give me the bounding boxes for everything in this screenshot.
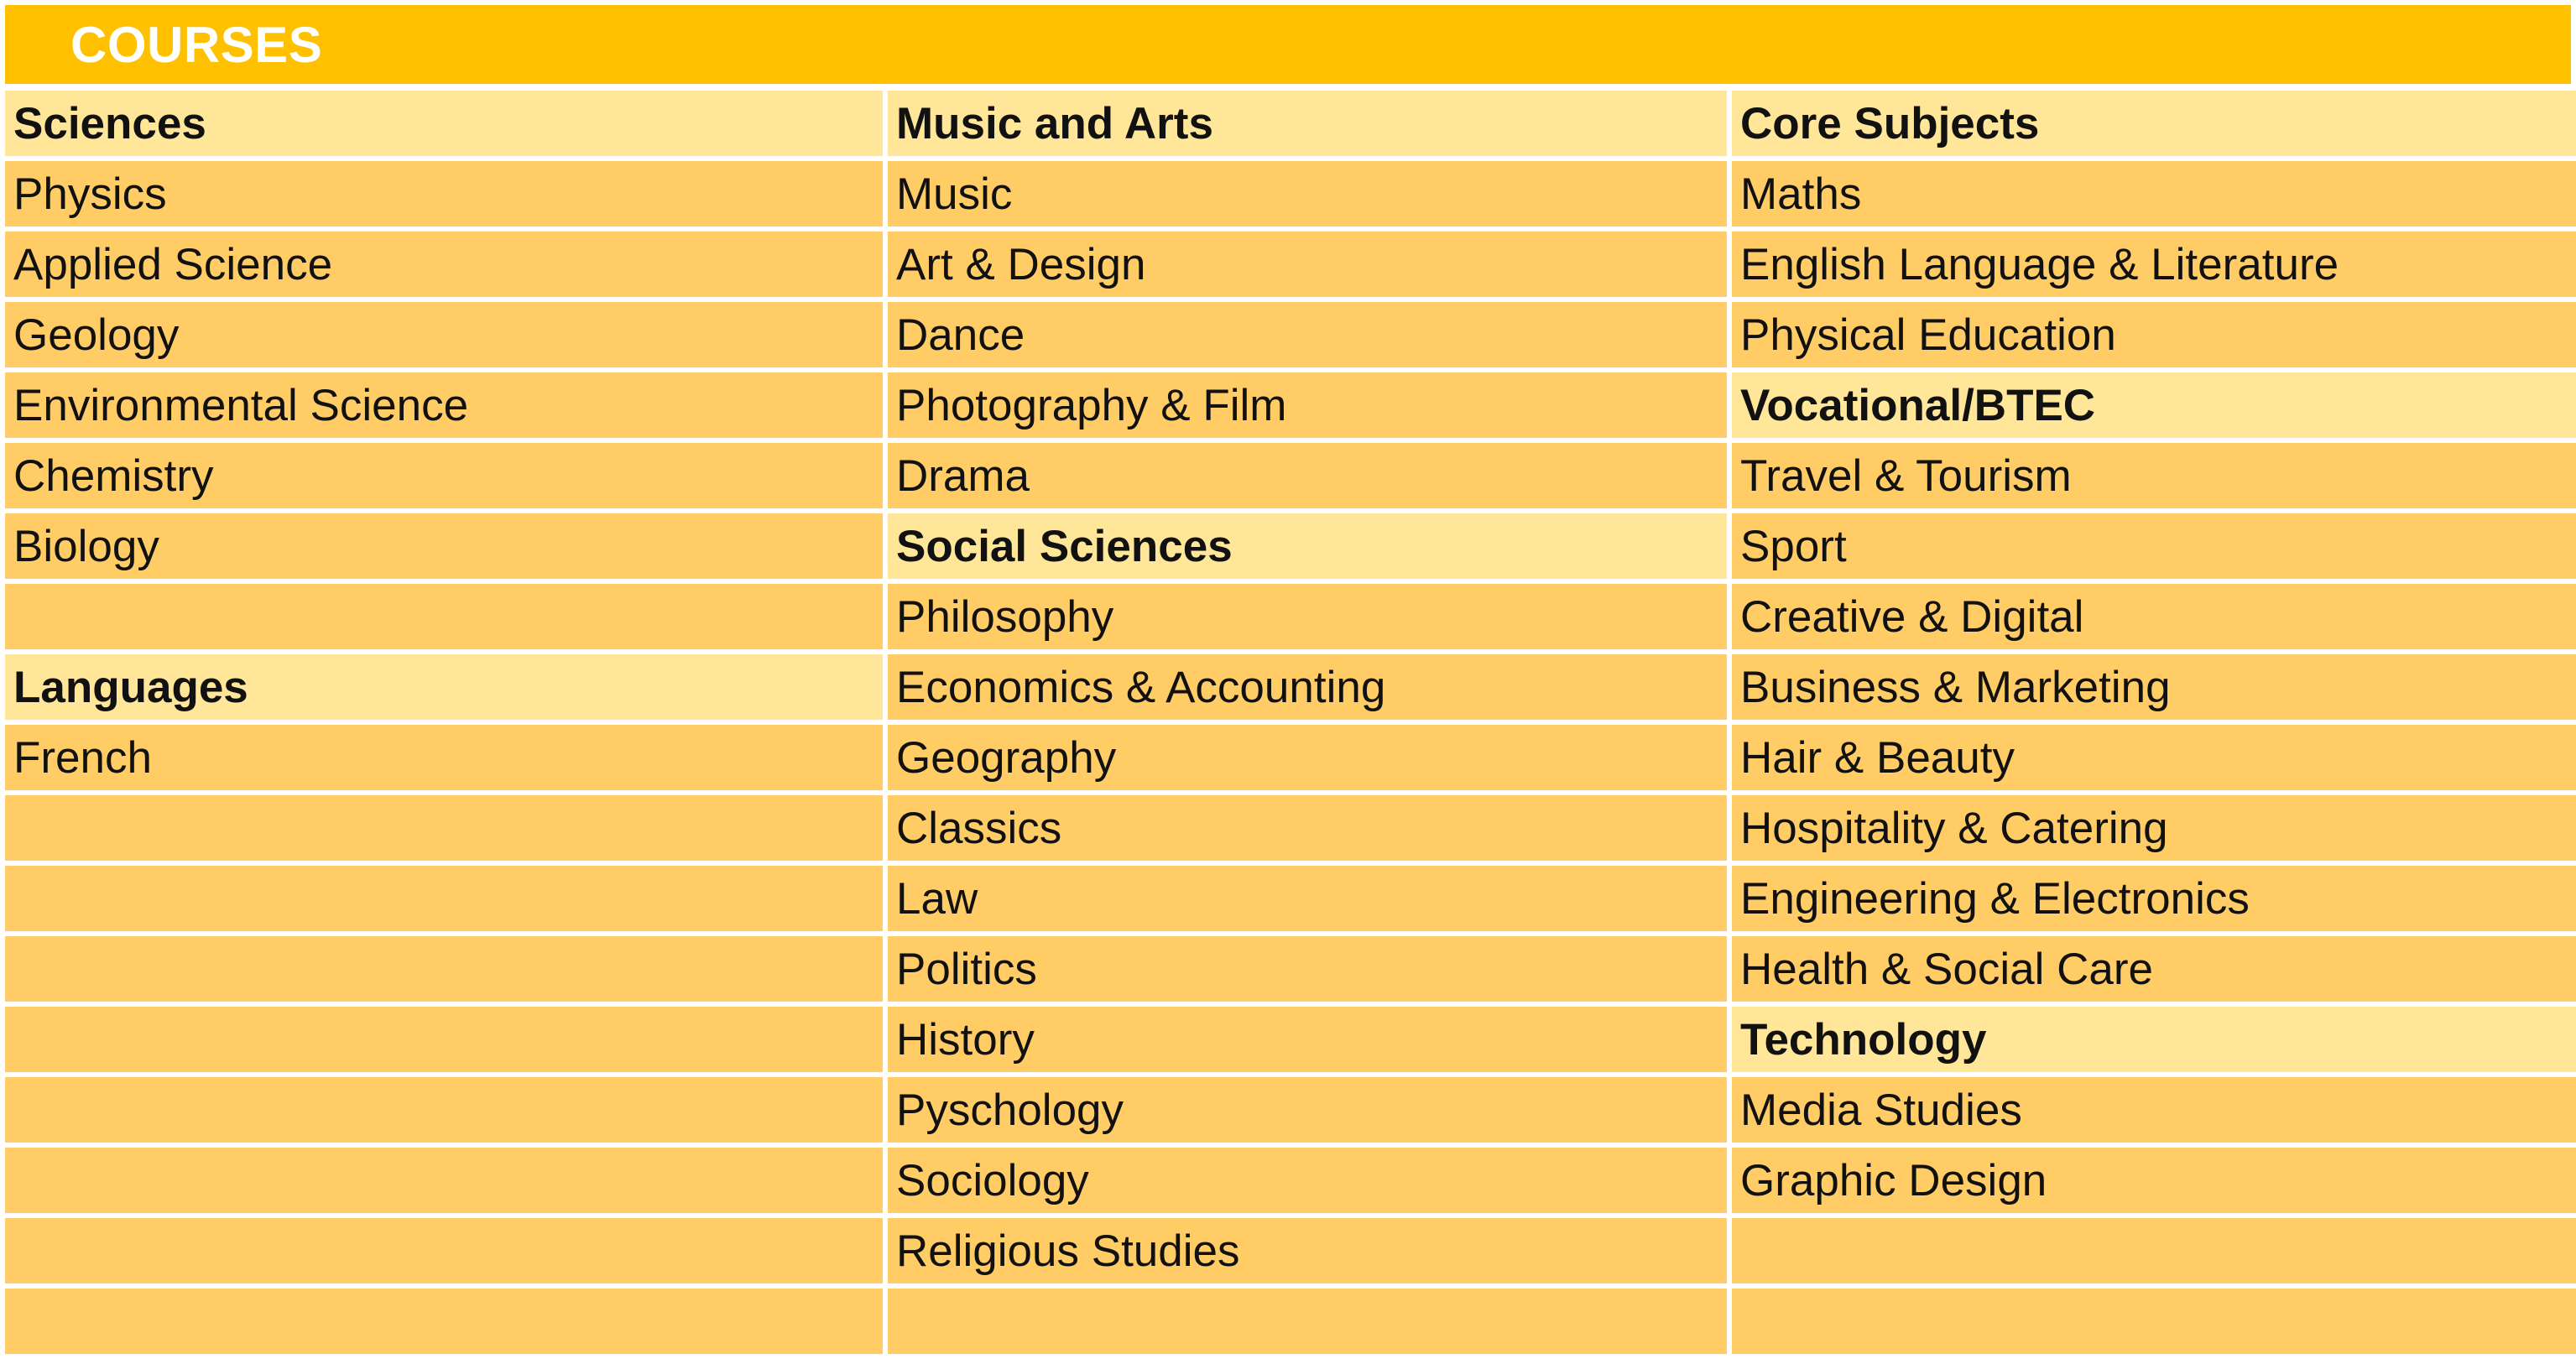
table-row: [5, 372, 2576, 438]
courses-table-body: [5, 91, 2576, 1354]
course-cell: Graphic Design: [1732, 1148, 2576, 1213]
table-row: [5, 936, 2576, 1002]
course-cell: Politics: [888, 936, 1727, 1002]
empty-cell: [888, 1289, 1727, 1354]
course-cell: Law: [888, 866, 1727, 931]
table-row: [5, 302, 2576, 367]
course-cell: Religious Studies: [888, 1218, 1727, 1284]
course-cell: Sociology: [888, 1148, 1727, 1213]
table-row: [5, 1289, 2576, 1354]
table-row: [5, 1218, 2576, 1284]
course-cell: Health & Social Care: [1732, 936, 2576, 1002]
category-header-cell: Sciences: [5, 91, 883, 156]
empty-cell: [5, 1218, 883, 1284]
course-cell: Creative & Digital: [1732, 584, 2576, 649]
empty-cell: [5, 795, 883, 861]
empty-cell: [5, 936, 883, 1002]
course-cell: Dance: [888, 302, 1727, 367]
course-cell: Engineering & Electronics: [1732, 866, 2576, 931]
table-row: [5, 1007, 2576, 1072]
table-row: [5, 161, 2576, 226]
table-row: [5, 725, 2576, 790]
category-header-cell: Social Sciences: [888, 513, 1727, 579]
page-title: COURSES: [70, 16, 323, 73]
course-cell: Maths: [1732, 161, 2576, 226]
course-cell: Business & Marketing: [1732, 654, 2576, 720]
course-cell: Chemistry: [5, 443, 883, 508]
empty-cell: [1732, 1289, 2576, 1354]
course-cell: Physics: [5, 161, 883, 226]
course-cell: Environmental Science: [5, 372, 883, 438]
category-header-cell: Technology: [1732, 1007, 2576, 1072]
course-cell: French: [5, 725, 883, 790]
course-cell: Pyschology: [888, 1077, 1727, 1143]
empty-cell: [5, 1148, 883, 1213]
course-cell: Geology: [5, 302, 883, 367]
course-cell: Geography: [888, 725, 1727, 790]
course-cell: Applied Science: [5, 232, 883, 297]
table-row: [5, 91, 2576, 156]
course-cell: Physical Education: [1732, 302, 2576, 367]
course-cell: Photography & Film: [888, 372, 1727, 438]
courses-sheet: [5, 5, 2571, 1359]
table-row: [5, 443, 2576, 508]
course-cell: Philosophy: [888, 584, 1727, 649]
course-cell: Drama: [888, 443, 1727, 508]
course-cell: Hair & Beauty: [1732, 725, 2576, 790]
courses-table: [0, 86, 2576, 1359]
table-row: [5, 513, 2576, 579]
course-cell: History: [888, 1007, 1727, 1072]
table-row: [5, 232, 2576, 297]
table-row: [5, 795, 2576, 861]
category-header-cell: Vocational/BTEC: [1732, 372, 2576, 438]
course-cell: Music: [888, 161, 1727, 226]
course-cell: English Language & Literature: [1732, 232, 2576, 297]
course-cell: Travel & Tourism: [1732, 443, 2576, 508]
table-row: [5, 866, 2576, 931]
empty-cell: [5, 1077, 883, 1143]
category-header-cell: Languages: [5, 654, 883, 720]
empty-cell: [5, 584, 883, 649]
empty-cell: [5, 1007, 883, 1072]
course-cell: Sport: [1732, 513, 2576, 579]
course-cell: Media Studies: [1732, 1077, 2576, 1143]
table-row: [5, 584, 2576, 649]
empty-cell: [5, 866, 883, 931]
title-bar: [5, 5, 2571, 84]
category-header-cell: Core Subjects: [1732, 91, 2576, 156]
table-row: [5, 1077, 2576, 1143]
course-cell: Art & Design: [888, 232, 1727, 297]
course-cell: Hospitality & Catering: [1732, 795, 2576, 861]
category-header-cell: Music and Arts: [888, 91, 1727, 156]
course-cell: Classics: [888, 795, 1727, 861]
table-row: [5, 654, 2576, 720]
course-cell: Biology: [5, 513, 883, 579]
empty-cell: [5, 1289, 883, 1354]
table-row: [5, 1148, 2576, 1213]
empty-cell: [1732, 1218, 2576, 1284]
course-cell: Economics & Accounting: [888, 654, 1727, 720]
